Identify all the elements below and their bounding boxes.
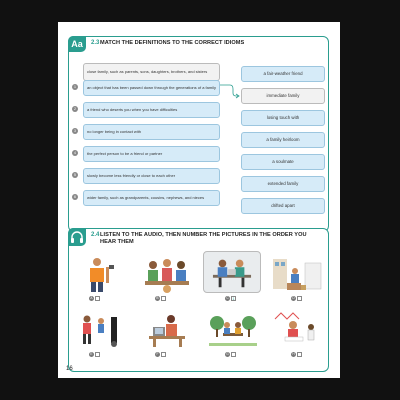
picture-g-answer[interactable]: [225, 352, 236, 357]
definition-number: 6: [72, 194, 78, 200]
idiom-option-example: immediate family: [241, 88, 325, 104]
picture-f-answer[interactable]: [155, 352, 166, 357]
definition-text: wider family, such as grandparents, cousins, nephews, and nieces: [87, 194, 205, 200]
picture-e: [73, 309, 129, 351]
picture-f: [139, 309, 195, 351]
answer-box[interactable]: [161, 296, 166, 301]
exercise-2-3: [68, 36, 329, 232]
picture-c: [203, 251, 261, 293]
example-arrow: [220, 83, 240, 99]
definition-number: 4: [72, 150, 78, 156]
exercise-title: LISTEN TO THE AUDIO, THEN NUMBER THE PICTURES IN THE ORDER YOU HEAR THEM: [100, 232, 307, 245]
answer-box[interactable]: [161, 352, 166, 357]
answer-box[interactable]: [95, 352, 100, 357]
exercise-number: 2.3: [91, 40, 100, 46]
answer-box[interactable]: [95, 296, 100, 301]
definition-3[interactable]: [83, 124, 220, 140]
definition-text: close family, such as parents, sons, daughters, brothers, and sisters: [87, 68, 208, 74]
definition-6[interactable]: [83, 190, 220, 206]
definition-text: a friend who deserts you when you have difficulties: [87, 106, 178, 112]
definition-1[interactable]: [83, 80, 220, 96]
definition-number: 5: [72, 172, 78, 178]
picture-d: [269, 253, 325, 295]
answer-box[interactable]: 1: [232, 297, 235, 301]
picture-a-answer[interactable]: [89, 296, 100, 301]
picture-c-answer[interactable]: [225, 296, 236, 301]
idiom-option[interactable]: drifted apart: [241, 198, 325, 214]
picture-e-answer[interactable]: [89, 352, 100, 357]
picture-letter: G: [226, 352, 229, 356]
picture-letter: D: [292, 296, 295, 300]
picture-letter: C: [226, 296, 229, 300]
answer-box[interactable]: [297, 296, 302, 301]
definition-text: the perfect person to be a friend or partner: [87, 150, 163, 156]
exercise-title: MATCH THE DEFINITIONS TO THE CORRECT IDIOMS: [100, 40, 245, 46]
workbook-page: [58, 22, 340, 378]
definition-text: an object that has been passed down through the generations of a family: [87, 84, 216, 90]
picture-letter: H: [292, 352, 295, 356]
answer-box[interactable]: [297, 352, 302, 357]
exercise-number: 2.4: [91, 232, 100, 238]
picture-a: [73, 253, 129, 295]
idiom-option[interactable]: extended family: [241, 176, 325, 192]
definition-5[interactable]: [83, 168, 220, 184]
definition-text: slowly become less friendly or close to each other: [87, 172, 176, 178]
picture-b: [139, 253, 195, 295]
picture-b-answer[interactable]: [155, 296, 166, 301]
picture-d-answer[interactable]: [291, 296, 302, 301]
idiom-option[interactable]: a fair-weather friend: [241, 66, 325, 82]
picture-letter: B: [156, 296, 159, 300]
picture-g: [205, 309, 261, 351]
idiom-option[interactable]: a family heirloom: [241, 132, 325, 148]
picture-letter: F: [156, 352, 159, 356]
definition-text: no longer being in contact with: [87, 128, 142, 134]
definition-number: 1: [72, 84, 78, 90]
idiom-option[interactable]: losing touch with: [241, 110, 325, 126]
picture-h: [269, 309, 325, 351]
definition-number: 3: [72, 128, 78, 134]
idiom-option[interactable]: a soulmate: [241, 154, 325, 170]
page-number: 16: [66, 366, 73, 372]
definition-example: [83, 63, 220, 81]
definition-2[interactable]: [83, 102, 220, 118]
headphones-icon: [68, 228, 86, 246]
exercise-2-4: [68, 228, 329, 372]
vocabulary-badge: Aa: [68, 36, 86, 52]
picture-letter: A: [90, 296, 93, 300]
definition-number: 2: [72, 106, 78, 112]
answer-box[interactable]: [231, 352, 236, 357]
picture-h-answer[interactable]: [291, 352, 302, 357]
picture-letter: E: [90, 352, 93, 356]
definition-4[interactable]: [83, 146, 220, 162]
